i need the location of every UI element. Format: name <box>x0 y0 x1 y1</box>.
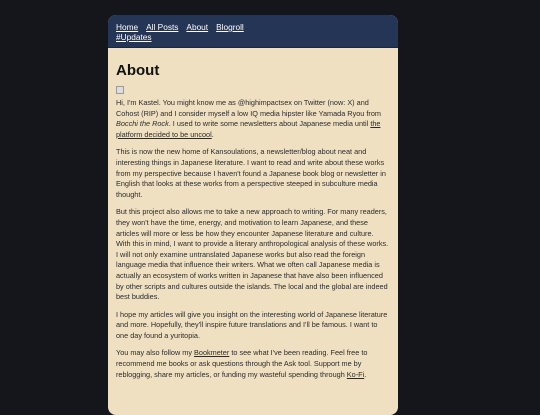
nav-blogroll-link[interactable]: Blogroll <box>216 22 244 32</box>
intro-text-2: . I used to write some newsletters about Japanese media until <box>168 119 371 129</box>
broken-image-icon <box>116 86 124 94</box>
follow-text-3: . <box>364 369 367 379</box>
follow-text-2: to see what I've been reading. Feel free to recommend me books or ask questions through the Ask tool. Support me by reblogging, share my articles, or funding my wasteful spending through <box>116 348 368 379</box>
platform-uncool-link[interactable]: the platform decided to be uncool <box>116 119 381 139</box>
follow-paragraph <box>116 348 390 380</box>
approach-paragraph: But this project also allows me to take a new approach to writing. For many readers, they won't have the time, energy, and motivation to learn Japanese, and these articles will more or less be how they encounter Japanese literature and culture. With this in mind, I want to provide a literary anthropological analysis of these works. I will not only examine untranslated Japanese works but also read the foreign language media that influence their writers. What we often call Japanese media is actually an ecosystem of works written in Japanese that have also been influenced by other scripts and cultures outside the islands. The local and the global are indeed best buddies. <box>116 207 389 302</box>
intro-text-3: . <box>211 129 214 139</box>
intro-text-1: Hi, I'm Kastel. You might know me as @highimpactsex on Twitter (now: X) and Cohost (RIP) and I consider myself a low IQ media hipster like Yamada Ryou from <box>116 98 381 118</box>
kofi-link[interactable]: Ko-Fi <box>346 369 365 379</box>
page-title: About <box>116 62 160 79</box>
hope-paragraph: I hope my articles will give you insight on the interesting world of Japanese literature and more. Hopefully, they'll inspire future translations and I'll be famous. I want to one day found a yuritopia. <box>116 309 388 340</box>
nav-row-2 <box>116 32 398 42</box>
bookmeter-link[interactable]: Bookmeter <box>194 348 230 358</box>
nav-home-link[interactable]: Home <box>116 22 139 32</box>
main-content <box>108 48 398 380</box>
nav-updates-link[interactable]: #Updates <box>116 32 152 42</box>
intro-paragraph <box>116 98 390 140</box>
bocchi-title: Bocchi the Rock <box>116 119 169 129</box>
nav-about-link[interactable]: About <box>186 22 209 32</box>
top-nav <box>108 15 398 48</box>
kansoulations-paragraph: This is now the new home of Kansoulations, a newsletter/blog about neat and interesting things in Japanese literature. I want to read and write about these works from my perspective because I haven't found a Japanese book blog or newsletter in English that looks at these works from a perspective steeped in subculture media thought. <box>116 147 386 199</box>
nav-all-posts-link[interactable]: All Posts <box>146 22 179 32</box>
nav-row <box>116 22 398 32</box>
follow-text-1: You may also follow my <box>116 348 195 358</box>
page-frame <box>108 15 398 415</box>
